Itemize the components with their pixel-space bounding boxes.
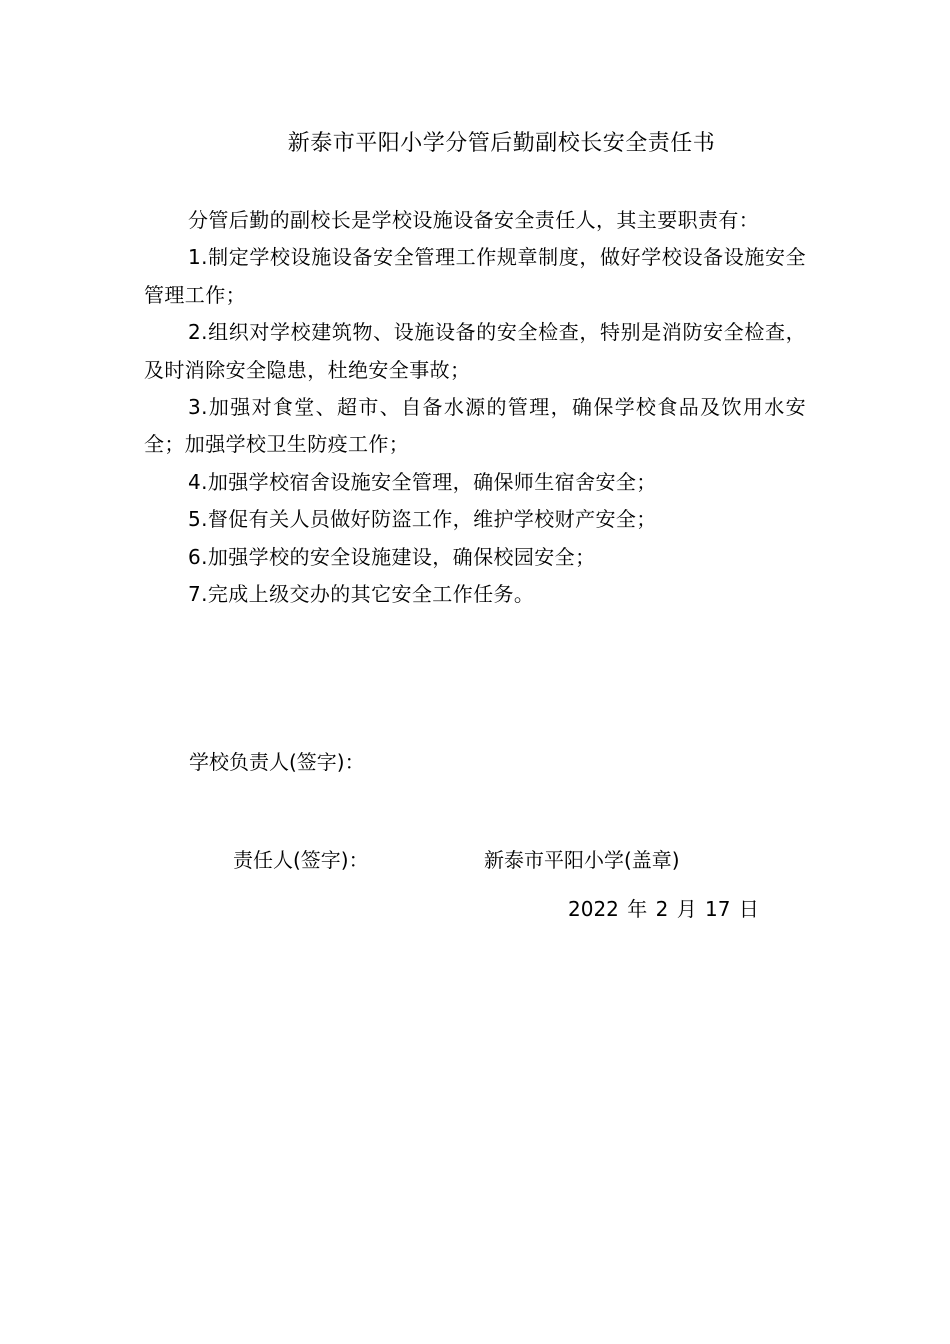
duty-item-2: 2.组织对学校建筑物、设施设备的安全检查，特别是消防安全检查，及时消除安全隐患，杜绝安全事故； <box>144 320 806 382</box>
intro-paragraph: 分管后勤的副校长是学校设施设备安全责任人，其主要职责有： <box>188 208 760 232</box>
duty-item-4: 4.加强学校宿舍设施安全管理，确保师生宿舍安全； <box>188 469 657 494</box>
duty-item-6: 6.加强学校的安全设施建设，确保校园安全； <box>188 544 596 569</box>
document-date: 2022 年 2 月 17 日 <box>568 897 759 921</box>
duty-item-5: 5.督促有关人员做好防盗工作，维护学校财产安全； <box>188 507 657 532</box>
document-body <box>144 202 806 613</box>
duty-item-7: 7.完成上级交办的其它安全工作任务。 <box>188 582 535 607</box>
school-stamp-label: 新泰市平阳小学(盖章) <box>484 848 680 872</box>
responsible-signature-label: 责任人(签字)： <box>233 848 369 872</box>
principal-signature-label: 学校负责人(签字)： <box>189 750 365 774</box>
duty-item-3: 3.加强对食堂、超市、自备水源的管理，确保学校食品及饮用水安全；加强学校卫生防疫工作； <box>144 395 806 457</box>
document-title: 新泰市平阳小学分管后勤副校长安全责任书 <box>287 131 716 156</box>
duty-item-1: 1.制定学校设施设备安全管理工作规章制度，做好学校设备设施安全管理工作； <box>144 245 806 307</box>
